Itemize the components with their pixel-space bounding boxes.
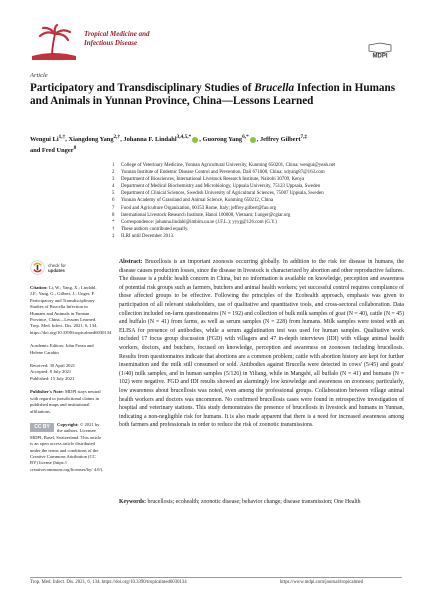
affiliation-item: 3 Department of Biosciences, International Livestock Research Institute, Nairobi 30709, Kenya	[112, 177, 305, 183]
abstract: Abstract: Brucellosis is an important zoonosis occurring globally. In addition to the risk for disease in humans, the disease causes production losses, since the disease in livestock is characterized by abortion and other reproductive failures. The disease is a public health concern in China, but no information is available on knowledge, perception and awareness of potential risk groups such as farmers, butchers and animal health workers; yet successful control requires compliance of those affected groups to be effective. Following the principles of the Ecohealth approach, emphasis was given to participation of all relevant stakeholders, use of qualitative and quantitative tools, and cross-sectoral collaboration. Data collection included on-farm questionnaires (N = 192) and collection of bulk milk samples of goat (N = 40), cattle (N = 45) and buffalo (N = 41) from farms, as well as serum samples (N = 228) from humans. Milk samples were tested with an ELISA for presence of antibodies, while a serum agglutination test was used for human samples. Qualitative work included 17 focus group discussion (FGD) with villagers and 47 in-depth interviews (IDI) with village animal health workers, doctors, and butchers, focused on knowledge, perception and awareness on zoonoses including brucellosis. Results from questionnaires indicate that abortions are a common problem; cattle with abortion history are kept for further insemination and the milk still consumed or sold. Antibodies against Brucella were detected in cows' (5/45) and goats' (1/40) milk samples, and in human samples (5/126) in Yiliang, while in Mangshi, all buffalo (N = 41) and humans (N = 102) were negative. FGD and IDI results showed an alarmingly low knowledge and awareness on zoonoses; particularly, low awareness about brucellosis was noted, even among the professional groups. Collaboration between village animal health workers and doctors was uncommon. No confirmed brucellosis cases were found in retrospective investigation of hospital and veterinary stations. This study demonstrates the presence of brucellosis in livestock and humans in Yunnan, indicating a non-negligible risk for humans. It is also made apparent that there is a need for increased awareness among both farmers and professionals in order to reduce the risk of zoonotic transmissions.	[119, 259, 404, 429]
copyright: CC BY Copyright: © 2021 by the authors. Licensee MDPI, Basel, Switzerland. This article is an open access article distributed under the terms and conditions of the Creative Commons Attribution (CC BY) license (https:// creativecommons.org/licenses/by/ 4.0/).	[30, 421, 104, 472]
affiliation-note: ‡ ILRI until December 2013.	[112, 233, 175, 239]
accepted-date: Accepted: 8 July 2021	[30, 369, 72, 375]
author[interactable]: Xiangdong Yang$^{2,\dagger}$	[68, 134, 121, 144]
affiliation-item: 2 Yunnan Institute of Endemic Disease Control and Prevention, Dali 671000, China; xdyang87@163.com	[112, 170, 325, 176]
affiliation-item: 6 Yunnan Academy of Grassland and Animal Science, Kunming 650212, China	[112, 198, 273, 204]
author[interactable]: Wengui $Li^{1,\dagger}$	[30, 134, 66, 144]
publisher-note: Publisher's Note: MDPI stays neutral with regard to jurisdictional claims in published maps and institutional affiliations.	[30, 389, 101, 414]
author[interactable]: Guorong Yang$^{6,*}$	[202, 136, 256, 143]
author[interactable]: Jeffrey Gilbert$^{7,\ddagger}$	[259, 134, 308, 144]
article-type: Article	[30, 72, 48, 79]
keywords: Keywords: brucellosis; ecohealth; zoonotic disease; behavior change; disease transmission; One Health	[119, 499, 361, 505]
affiliation-note: † These authors contributed equally.	[112, 226, 189, 232]
author[interactable]: Johanna F. Lindahl$^{3,4,5,*}$	[123, 136, 199, 143]
academic-editors: Academic Editors: John Frean and Helene Carabin	[30, 343, 94, 355]
affiliation-item: 1 College of Veterinary Medicine, Yunnan Agricultural University, Kunming 650201, China; wengui@yeah.net	[112, 163, 336, 168]
footer-divider	[30, 577, 402, 578]
check-label: updates	[48, 267, 65, 273]
footer-citation-link[interactable]: Trop. Med. Infect. Dis. 2021, 6, 134. https://doi.org/10.3390/tropicalmed6030134	[30, 580, 187, 585]
published-date: Published: 15 July 2021	[30, 375, 75, 381]
affiliation-item: 4 Department of Medical Biochemistry and Microbiology, Uppsala University, 75123 Uppsala, Sweden	[112, 184, 321, 190]
check-updates-icon	[30, 260, 45, 275]
footer-journal-link[interactable]: https://www.mdpi.com/journal/tropicalmed	[280, 580, 364, 585]
citation: Citation: Li, W.; Yang, X.; Lindahl, J.F.; Yang, G.; Gilbert, J.; Unger, F. Participatory and Transdisciplinary Studies of Brucella Infection in Humans and Animals in Yunnan Province, China—Lessons Learned. Trop. Med. Infect. Dis. 2021, 6, 134. https://doi.org/10.3390/tropicalmed6030134	[30, 285, 112, 335]
orcid-icon[interactable]	[250, 137, 256, 143]
cc-by-icon[interactable]: CC BY	[30, 423, 54, 432]
journal-name: Tropical Medicine and Infectious Disease	[84, 30, 150, 47]
affiliations	[112, 162, 404, 240]
orcid-icon[interactable]	[192, 137, 198, 143]
paper-title: Participatory and Transdisciplinary Studies of Brucella Infection in Humans and Animals in Yunnan Province, China—Lessons Learned	[30, 82, 396, 107]
affiliation-item: 8 International Livestock Research Institute, Hanoi 100000, Vietnam; f.unger@cgiar.org	[112, 212, 291, 218]
sidebar	[30, 260, 112, 480]
correspondence: * Correspondence: johanna.lindahl@imbim.uu.se (J.F.L.); yyyg@126.com (G.Y.)	[112, 219, 277, 225]
mdpi-logo-icon	[367, 42, 393, 58]
author[interactable]: and Fred Unger$^8$	[30, 145, 77, 155]
check-for-updates-button[interactable]	[30, 260, 104, 275]
received-date: Received: 30 April 2021	[30, 363, 76, 369]
affiliation-item: 7 Food and Agriculture Organization, 00153 Rome, Italy; jeffrey.gilbert@fao.org	[112, 205, 277, 211]
journal-logo-icon	[30, 24, 78, 64]
author-list: Wengui $Li^{1,\dagger}$, Xiangdong Yang$^{2,\dagger}$, Johanna F. Lindahl$^{3,4,5,*}$ , Guorong Yang$^{6,*}$ , Jeffrey Gilbert$^{7,\ddagger}$ and Fred Unger$^8$	[30, 134, 308, 155]
svg-text:MDPI: MDPI	[372, 53, 388, 58]
check-label: check for	[48, 262, 66, 268]
affiliation-item: 5 Department of Clinical Sciences, Swedish University of Agricultural Sciences, 75007 Uppsala, Sweden	[112, 191, 324, 197]
